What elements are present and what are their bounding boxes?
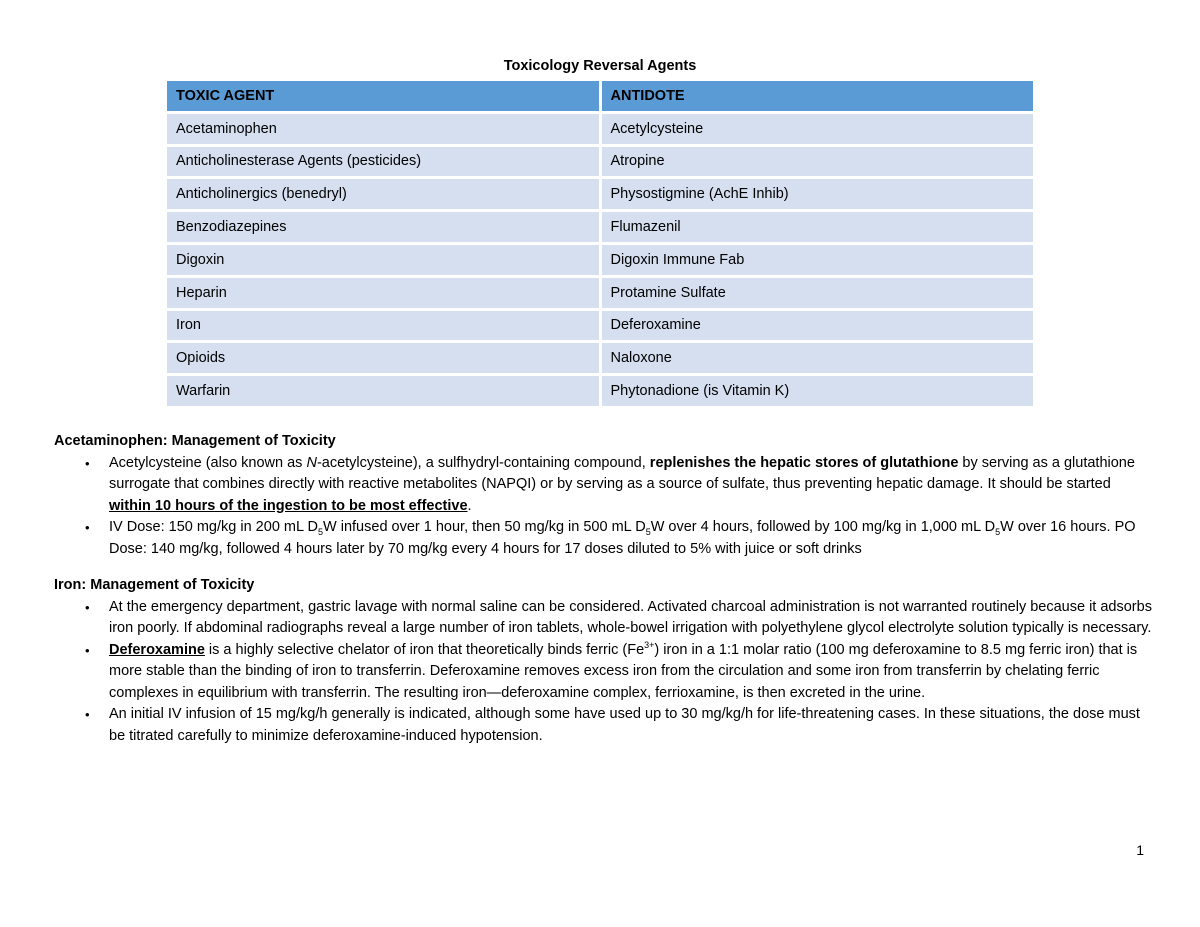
header-antidote: ANTIDOTE: [602, 81, 1034, 111]
table-row: [167, 376, 1033, 406]
table-row: [167, 245, 1033, 275]
toxic-agent-cell: Opioids: [167, 343, 599, 373]
antidote-cell: Physostigmine (AchE Inhib): [602, 179, 1034, 209]
list-item: [54, 517, 1154, 560]
bullet-icon: •: [85, 599, 90, 615]
page-number: 1: [1136, 842, 1144, 858]
table-row: [167, 278, 1033, 308]
antidote-cell: Deferoxamine: [602, 311, 1034, 341]
document-title: Toxicology Reversal Agents: [503, 58, 697, 74]
toxic-agent-cell: Anticholinergics (benedryl): [167, 179, 599, 209]
antidote-cell: Phytonadione (is Vitamin K): [602, 376, 1034, 406]
toxic-agent-cell: Acetaminophen: [167, 114, 599, 144]
antidote-cell: Protamine Sulfate: [602, 278, 1034, 308]
toxic-agent-cell: Anticholinesterase Agents (pesticides): [167, 147, 599, 177]
section-heading: Iron: Management of Toxicity: [54, 577, 255, 593]
bullet-icon: •: [85, 520, 90, 535]
reversal-agents-table: [164, 78, 1036, 409]
subscript: 5: [995, 526, 1001, 537]
italic-text: N: [306, 454, 317, 471]
text-span: .: [467, 497, 472, 514]
section-heading: Acetaminophen: Management of Toxicity: [54, 433, 336, 449]
toxic-agent-cell: Digoxin: [167, 245, 599, 275]
toxic-agent-cell: Iron: [167, 311, 599, 341]
text-span: At the emergency department, gastric lavage with normal saline can be considered. Activated charcoal administration is not warranted routinely because it adsorbs iron poorly. If abdominal radiographs reveal a large number of iron tablets, whole-bowel irrigation with polyethylene glycol electrolyte solution typically is necessary.: [109, 598, 1152, 636]
text-span: W infused over 1 hour, then 50 mg/kg in 500 mL D: [323, 519, 646, 535]
list-item: [54, 453, 1154, 518]
bold-underline-text: within 10 hours of the ingestion to be most effective: [109, 497, 468, 514]
text-span: is a highly selective chelator of iron that theoretically binds ferric (Fe: [204, 641, 645, 658]
bold-underline-text: Deferoxamine: [109, 641, 205, 658]
list-item: [54, 597, 1154, 640]
bullet-list: [54, 453, 1154, 561]
subscript: 5: [645, 526, 651, 537]
text-span: Acetylcysteine (also known as: [109, 454, 307, 471]
list-item: [54, 704, 1154, 747]
text-span: IV Dose: 150 mg/kg in 200 mL D: [109, 519, 319, 535]
header-toxic-agent: TOXIC AGENT: [167, 81, 599, 111]
bullet-icon: •: [85, 455, 90, 471]
bullet-icon: •: [85, 642, 90, 658]
text-span: -acetylcysteine), a sulfhydryl-containing compound,: [316, 454, 650, 471]
bold-text: replenishes the hepatic stores of glutathione: [649, 454, 959, 471]
table-row: [167, 179, 1033, 209]
antidote-cell: Flumazenil: [602, 212, 1034, 242]
table-row: [167, 311, 1033, 341]
acetaminophen-section: [54, 431, 1154, 560]
subscript: 5: [318, 526, 324, 537]
text-span: W over 16 hours. PO Dose: 140 mg/kg, followed 4 hours later by 70 mg/kg every 4 hours for 17 doses diluted to 5% with juice or soft drinks: [109, 519, 1136, 557]
antidote-cell: Naloxone: [602, 343, 1034, 373]
antidote-cell: Acetylcysteine: [602, 114, 1034, 144]
toxic-agent-cell: Heparin: [167, 278, 599, 308]
antidote-cell: Atropine: [602, 147, 1034, 177]
table-row: [167, 114, 1033, 144]
bullet-icon: •: [85, 707, 90, 722]
text-span: W over 4 hours, followed by 100 mg/kg in 1,000 mL D: [650, 519, 996, 535]
table-row: [167, 147, 1033, 177]
toxic-agent-cell: Warfarin: [167, 376, 599, 406]
text-span: by serving as a glutathione surrogate that combines directly with reactive metabolites (NAPQI) or by serving as a source of sulfate, thus preventing hepatic damage. It should be started: [109, 454, 1135, 492]
iron-section: [54, 575, 1154, 747]
superscript: 3+: [644, 639, 655, 650]
text-span: An initial IV infusion of 15 mg/kg/h generally is indicated, although some have used up to 30 mg/kg/h for life-threatening cases. In these situations, the dose must be titrated carefully to minimize deferoxamine-induced hypotension.: [109, 706, 1140, 744]
table-row: [167, 212, 1033, 242]
list-item: [54, 640, 1154, 705]
table-row: [167, 343, 1033, 373]
table-header-row: [167, 81, 1033, 111]
bullet-list: [54, 597, 1154, 748]
toxic-agent-cell: Benzodiazepines: [167, 212, 599, 242]
text-span: ) iron in a 1:1 molar ratio (100 mg deferoxamine to 8.5 mg ferric iron) that is more stable than the binding of iron to transferrin. Deferoxamine removes excess iron from the circulation and some iron from transferrin by chelating ferric complexes in equilibrium with transferrin. The resulting iron—deferoxamine complex, ferrioxamine, is then excreted in the urine.: [109, 641, 1138, 701]
antidote-cell: Digoxin Immune Fab: [602, 245, 1034, 275]
